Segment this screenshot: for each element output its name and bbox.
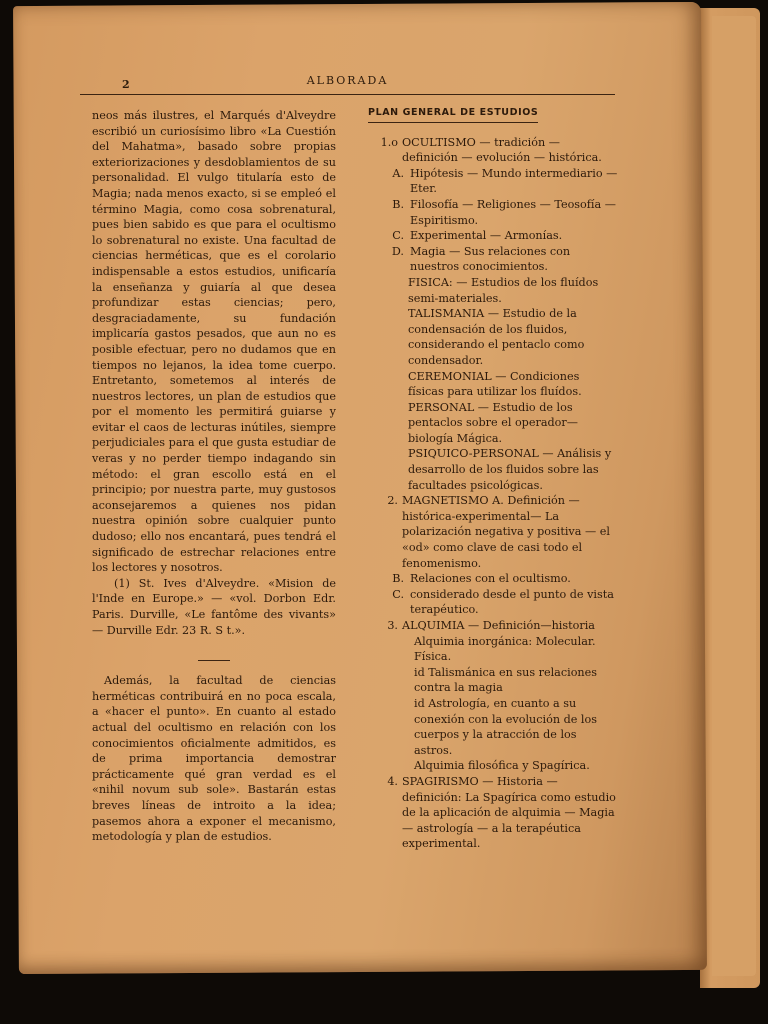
- item-text: OCULTISMO — tradición — definición — evolución — histórica.: [402, 135, 602, 165]
- item-text: TALISMANIA — Estudio de la condensación de los fluidos, considerando el pentaclo como condensador.: [408, 307, 585, 367]
- item-text: Relaciones con el ocultismo.: [410, 572, 571, 586]
- item-text: Experimental — Armonías.: [410, 229, 563, 243]
- item-number: 4.: [387, 774, 398, 788]
- item-text: PSIQUICO-PERSONAL — Análisis y desarrollo de los fluidos sobre las facultades psicológicas.: [408, 447, 612, 492]
- item-text: PERSONAL — Estudio de los pentaclos sobre el operador— biología Mágica.: [408, 400, 578, 445]
- page-number: 2: [122, 78, 130, 91]
- plan-item: [368, 696, 618, 758]
- plan-item: [368, 369, 618, 400]
- plan-item: [368, 446, 618, 493]
- plan-item: [368, 306, 618, 368]
- item-text: ALQUIMIA — Definición—historia: [402, 619, 595, 632]
- item-text: Hipótesis — Mundo intermediario — Eter.: [410, 166, 618, 196]
- item-text: Alquimia inorgánica: Molecular. Física.: [414, 634, 596, 664]
- plan-item: [368, 618, 618, 634]
- item-number: B.: [392, 572, 404, 586]
- footnote: (1) St. Ives d'Alveydre. «Mision de l'Inde en Europe.» — «vol. Dorbon Edr. Paris. Durville, «Le fantôme des vivants» — Durville Edr. 23 R. S t.».: [92, 576, 336, 637]
- plan-item: [368, 758, 618, 774]
- item-text: id Astrología, en cuanto a su conexión con la evolución de los cuerpos y la atracción de los astros.: [414, 696, 597, 757]
- left-column: [92, 108, 336, 845]
- plan-item: [368, 197, 618, 228]
- item-number: C.: [392, 587, 404, 601]
- plan-item: [368, 400, 618, 447]
- item-number: B.: [392, 197, 404, 211]
- plan-title: PLAN GENERAL DE ESTUDIOS: [368, 105, 538, 123]
- plan-item: [368, 493, 618, 571]
- plan-item: [368, 228, 618, 244]
- plan-item: [368, 166, 618, 197]
- plan-item: [368, 275, 618, 306]
- plan-item: [368, 244, 618, 275]
- item-number: 3.: [387, 619, 398, 632]
- next-page-surface: [712, 16, 756, 976]
- item-text: FISICA: — Estudios de los fluídos semi-materiales.: [408, 275, 599, 305]
- item-text: Filosofía — Religiones — Teosofía — Espiritismo.: [410, 197, 616, 227]
- left-paragraph-1: neos más ilustres, el Marqués d'Alveydre escribió un curiosísimo libro «La Cuestión del Mahatma», basado sobre propias exteriorizaciones y desdoblamientos de su personalidad. El vulgo titularía esto de Magia; nada menos exacto, si se empleó el término Magia, como cosa sobrenatural, pues bien sabido es que para el ocultismo lo sobrenatural no existe. Una facultad de ciencias herméticas, que es el corolario indispensable a estos estudios, unificaría la enseñanza y guiaría al que desea profundizar estas ciencias; pero, desgraciadamente, su fundación implicaría gastos pesados, que aun no es posible efectuar, pero no dudamos que en tiempos no lejanos, la idea tome cuerpo. Entretanto, sometemos al interés de nuestros lectores, un plan de estudios que por el momento les permitirá guiarse y evitar el caos de lecturas inútiles, siempre perjudiciales para el que gusta estudiar de veras y no perder tiempo indagando sin método: el gran escollo está en el principio; por nuestra parte, muy gustosos aconsejaremos a quienes nos pidan nuestra opinión sobre cualquier punto dudoso; ello nos encantará, pues tendrá el significado de estrechar relaciones entre los lectores y nosotros.: [92, 109, 336, 575]
- item-number: A.: [392, 166, 404, 180]
- item-number: C.: [392, 229, 404, 243]
- item-number: D.: [391, 244, 404, 258]
- item-text: CEREMONIAL — Condiciones físicas para utilizar los fluídos.: [408, 369, 582, 399]
- plan-item: [368, 634, 618, 665]
- plan-item: [368, 665, 618, 696]
- plan-item: [368, 135, 618, 166]
- item-number: 2.: [387, 494, 398, 508]
- item-number: 1.o: [380, 135, 398, 149]
- item-text: id Talismánica en sus relaciones contra la magia: [414, 665, 597, 695]
- right-column: [368, 104, 618, 852]
- item-text: MAGNETISMO A. Definición —histórica-experimental— La polarización negativa y positiva — el «od» como clave de casi todo el fenomenismo.: [402, 494, 610, 570]
- item-text: Magia — Sus relaciones con nuestros conocimientos.: [410, 244, 571, 274]
- item-text: SPAGIRISMO — Historia — definición: La Spagírica como estudio de la aplicación de alquimia — Magia — astrología — a la terapéutica experimental.: [402, 774, 616, 851]
- section-divider: [198, 660, 230, 661]
- item-text: Alquimia filosófica y Spagírica.: [414, 759, 590, 773]
- page-header: [80, 72, 615, 95]
- plan-item: [368, 587, 618, 618]
- running-title: ALBORADA: [306, 74, 389, 87]
- item-text: considerado desde el punto de vista terapéutico.: [410, 587, 614, 617]
- left-paragraph-2: Además, la facultad de ciencias herméticas contribuirá en no poca escala, a «hacer el punto». En cuanto al estado actual del ocultismo en relación con los conocimientos oficialmente admitidos, es de prima importancia demostrar prácticamente qué gran verdad es el «nihil novum sub sole». Bastarán estas breves líneas de introito a la idea; pasemos ahora a exponer el mecanismo, metodología y plan de estudios.: [92, 674, 336, 844]
- plan-item: [368, 774, 618, 852]
- plan-item: [368, 571, 618, 587]
